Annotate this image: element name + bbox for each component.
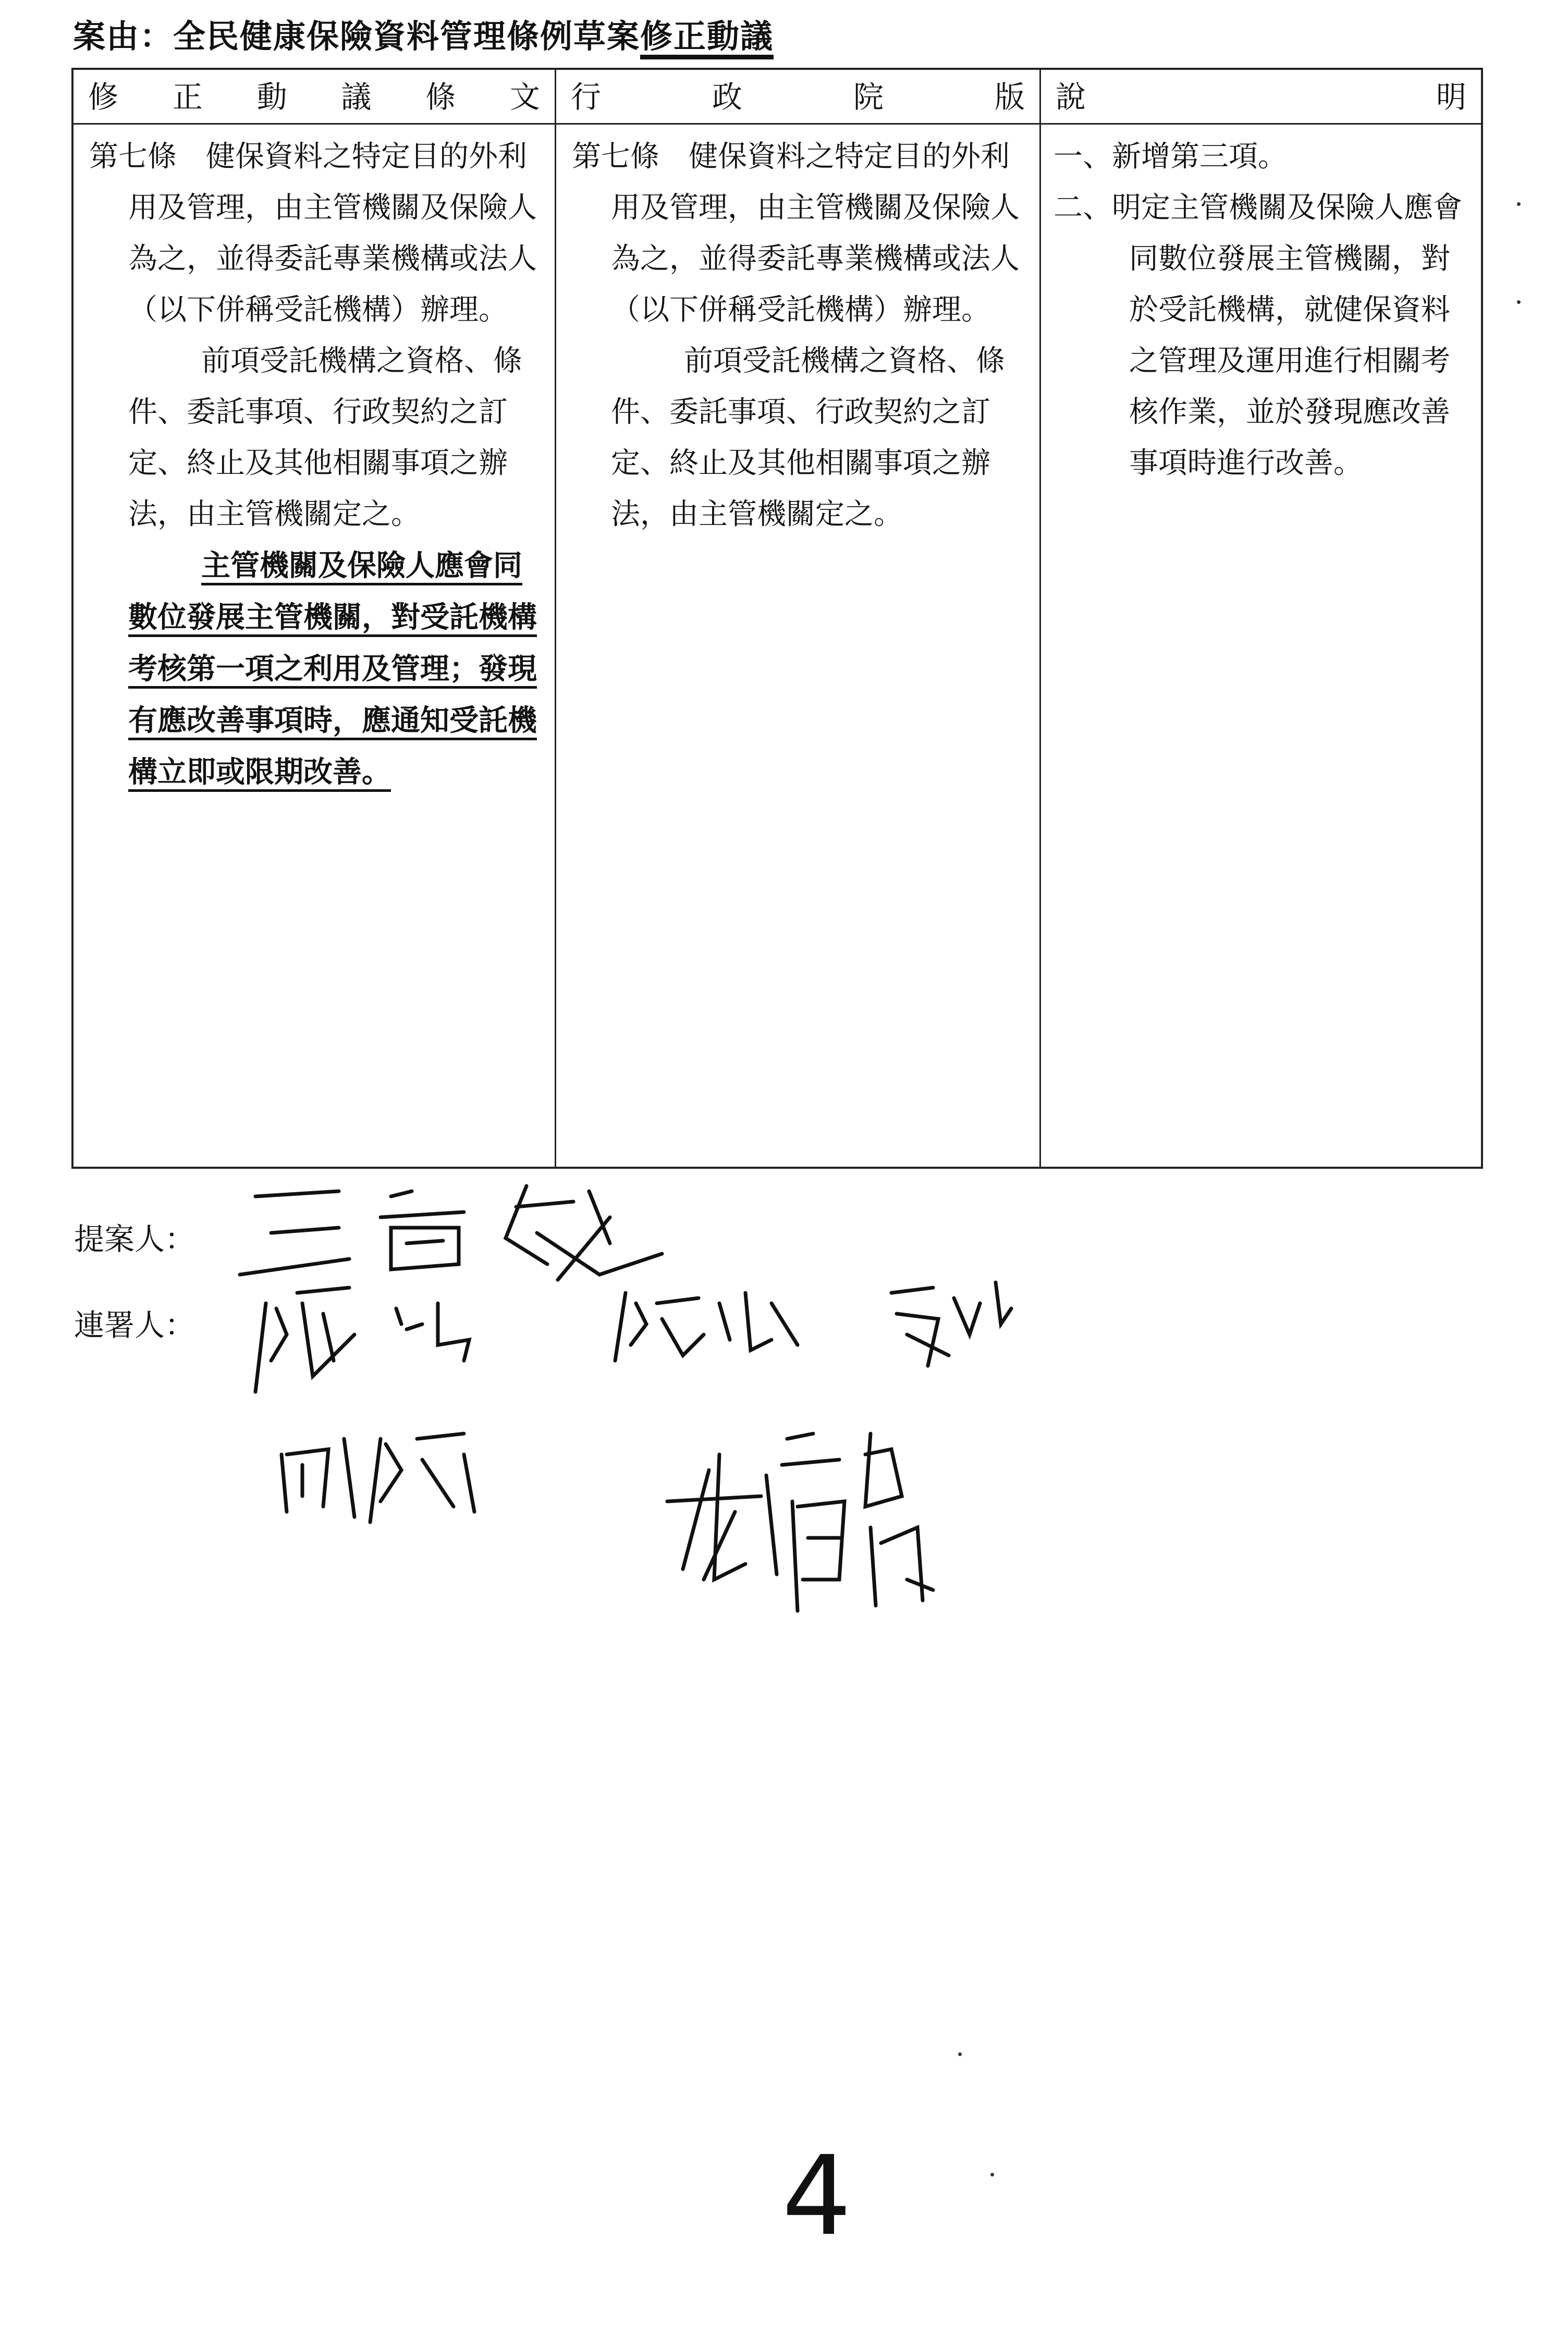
scan-speck	[958, 2052, 962, 2056]
header-char: 文	[509, 79, 540, 115]
scan-speck	[1517, 202, 1521, 206]
proposer-label: 提案人：	[74, 1221, 195, 1257]
article-paragraph: 前項受託機構之資格、條件、委託事項、行政契約之訂定、終止及其他相關事項之辦法，由主管機關定之。	[611, 344, 1005, 531]
explanation-text	[1054, 131, 1471, 489]
cosigner-label: 連署人：	[74, 1307, 195, 1343]
header-amendment	[74, 70, 555, 125]
header-char: 院	[853, 79, 884, 115]
header-char: 動	[256, 79, 287, 115]
column-divider	[1039, 70, 1041, 1167]
scan-speck	[1517, 300, 1521, 304]
header-executive-yuan	[556, 70, 1039, 125]
signature-cosigners-row1	[250, 1272, 1136, 1402]
header-char: 正	[172, 79, 203, 115]
header-char: 條	[425, 79, 456, 115]
title-prefix: 案由：全民健康保險資料管理條例草案	[73, 17, 641, 55]
header-char: 修	[88, 79, 119, 115]
article-paragraph: 前項受託機構之資格、條件、委託事項、行政契約之訂定、終止及其他相關事項之辦法，由主管機關定之。	[128, 344, 522, 531]
explanation-item: 二、明定主管機關及保險人應會同數位發展主管機關，對於受託機構，就健保資料之管理及運用進行相關考核作業，並於發現應改善事項時進行改善。	[1054, 191, 1462, 480]
header-char: 明	[1436, 79, 1466, 115]
signature-cosigners-row2	[266, 1408, 1048, 1632]
title-underlined: 修正動議	[640, 18, 774, 59]
header-explanation	[1041, 70, 1481, 125]
header-char: 版	[994, 79, 1025, 115]
document-title	[73, 10, 774, 59]
header-char: 說	[1056, 79, 1086, 115]
header-char: 議	[341, 79, 372, 115]
header-char: 行	[571, 79, 602, 115]
new-paragraph	[89, 540, 543, 798]
comparison-table	[71, 68, 1483, 1169]
article-paragraph: 第七條 健保資料之特定目的外利用及管理，由主管機關及保險人為之，並得委託專業機構或法人（以下併稱受託機構）辦理。	[572, 140, 1020, 327]
explanation-item: 一、新增第三項。	[1054, 140, 1287, 174]
article-paragraph: 第七條 健保資料之特定目的外利用及管理，由主管機關及保險人為之，並得委託專業機構或法人（以下併稱受託機構）辦理。	[89, 140, 537, 327]
amendment-text	[89, 131, 543, 798]
column-divider	[555, 70, 556, 1167]
executive-yuan-text	[572, 131, 1025, 540]
header-char: 政	[712, 79, 742, 115]
page-number: 4	[782, 2132, 852, 2260]
scan-speck	[990, 2173, 994, 2176]
new-paragraph-text: 主管機關及保險人應會同數位發展主管機關，對受託機構考核第一項之利用及管理；發現有應改善事項時，應通知受託機構立即或限期改善。	[128, 548, 537, 789]
